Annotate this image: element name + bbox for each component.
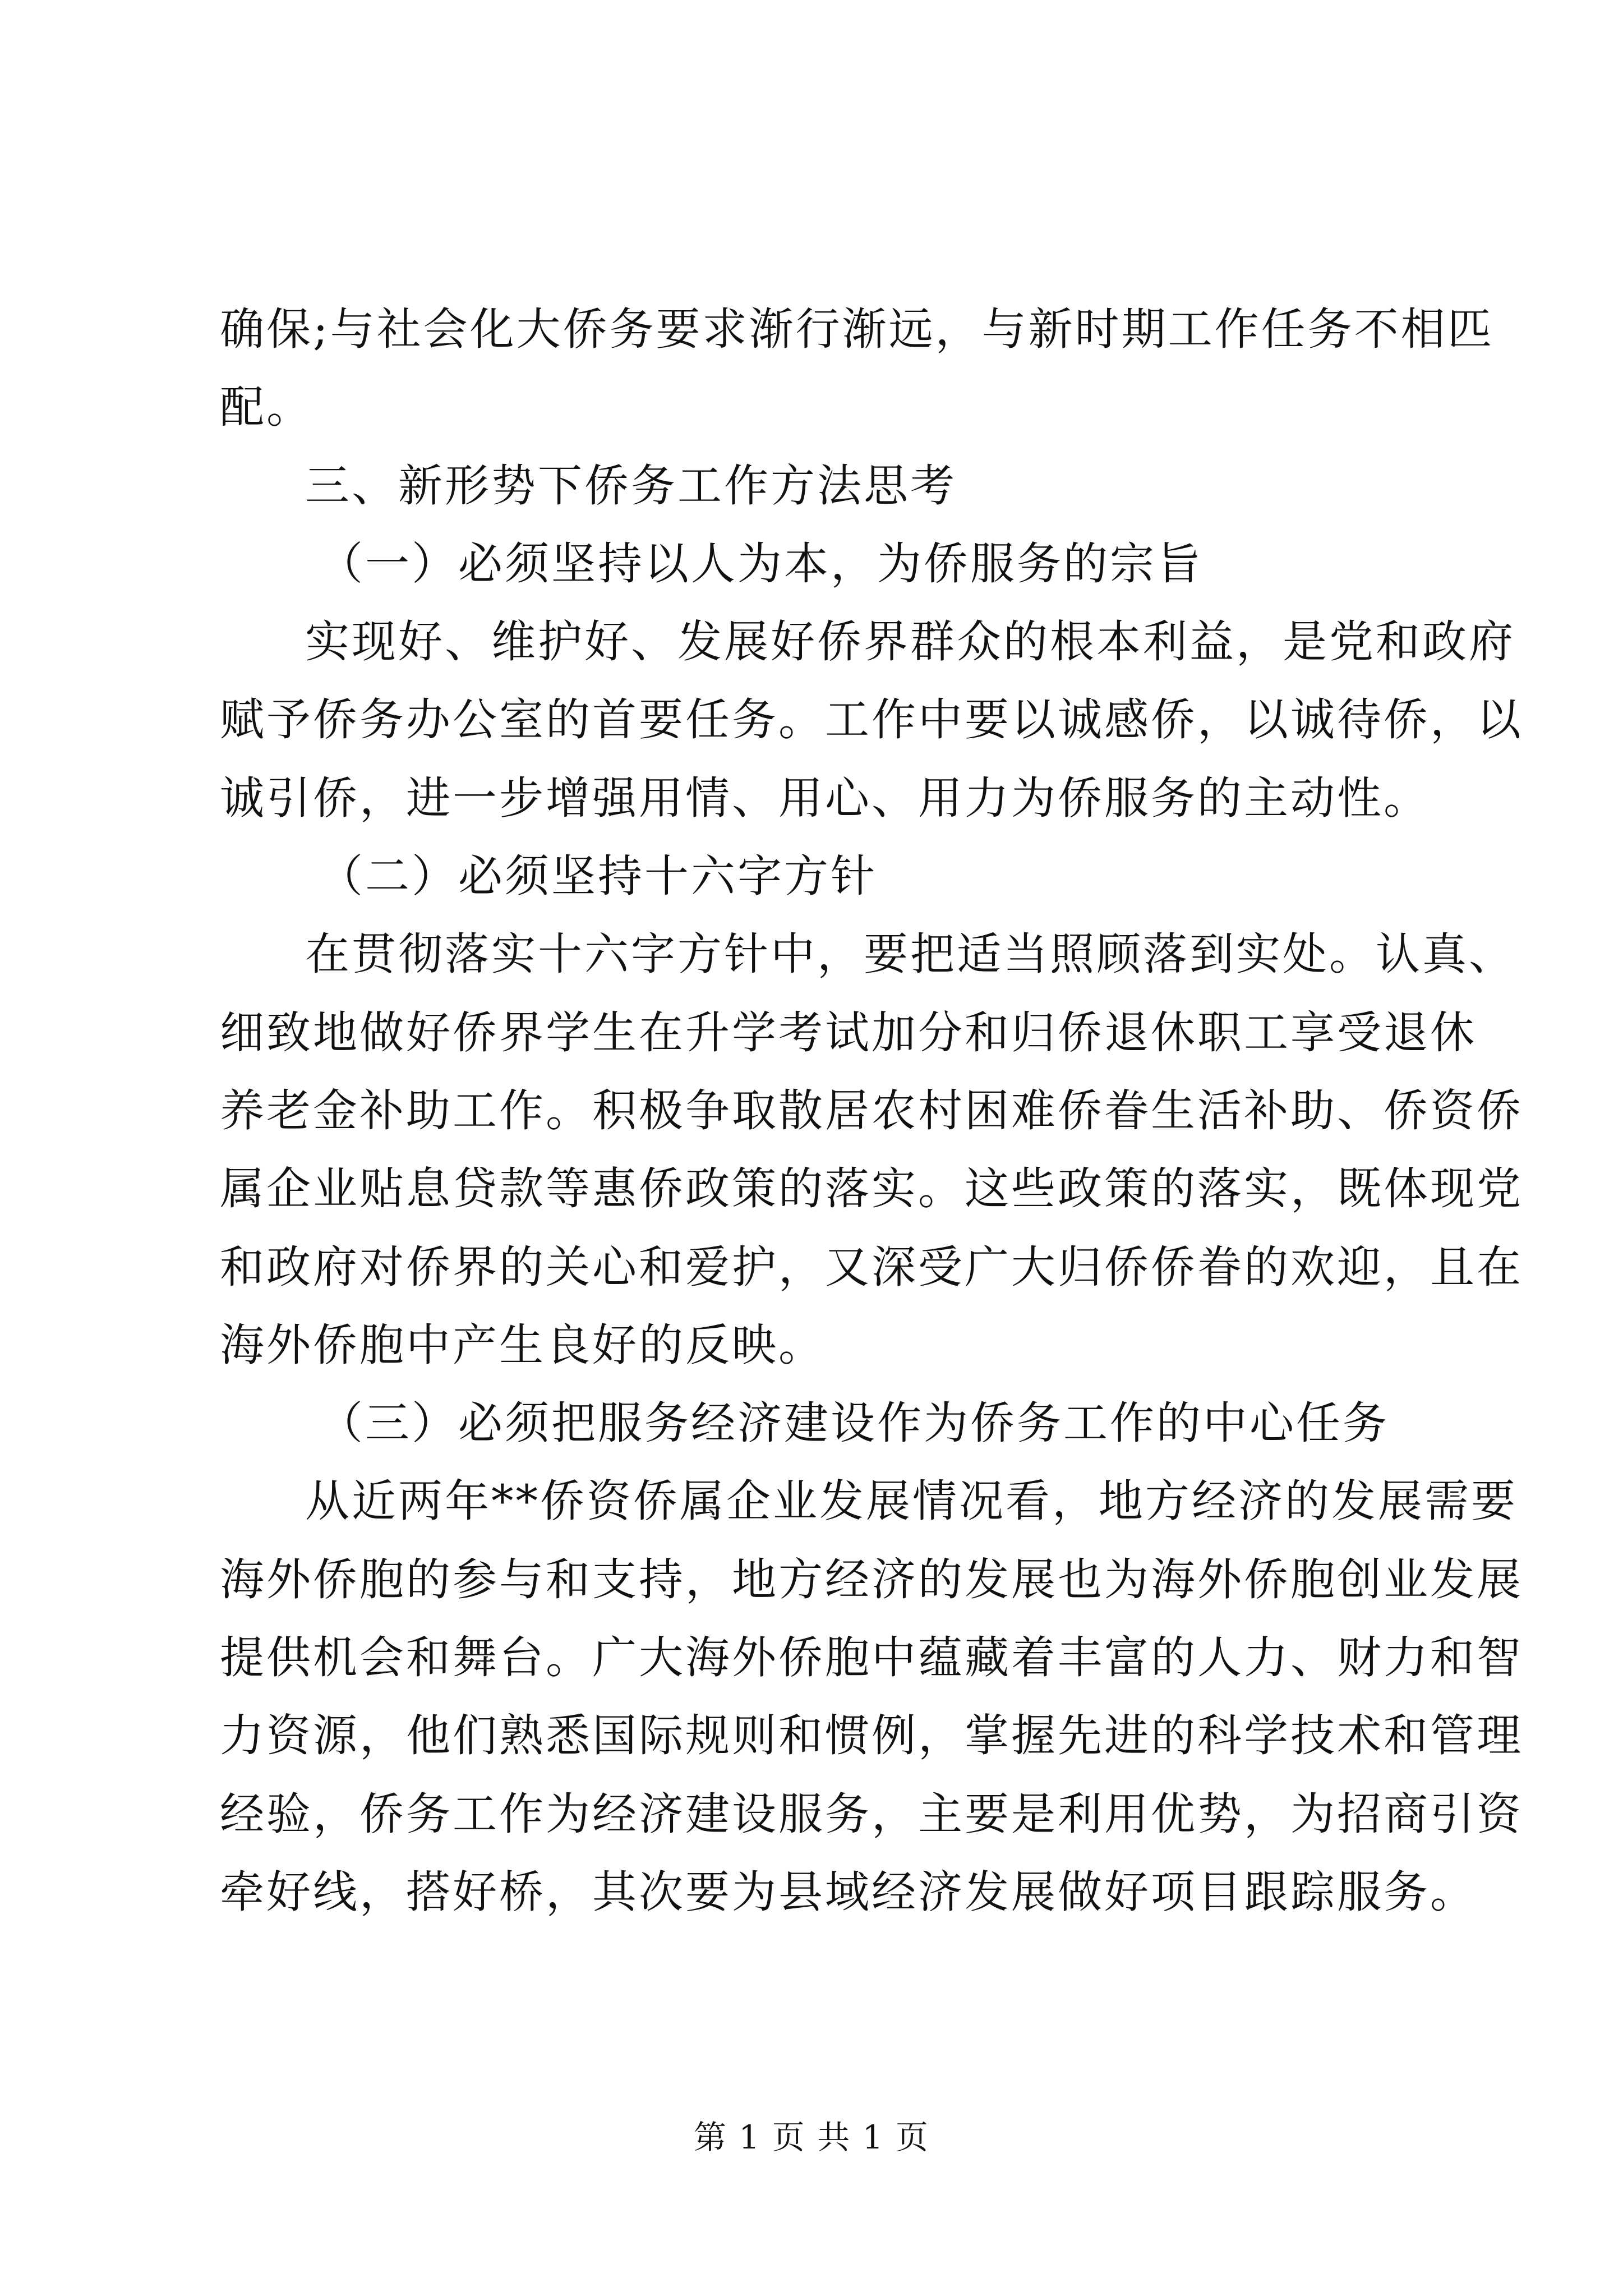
paragraph-line: 养老金补助工作。积极争取散居农村困难侨眷生活补助、侨资侨	[220, 1084, 1523, 1137]
paragraph-line: 赋予侨务办公室的首要任务。工作中要以诚感侨，以诚待侨，以	[220, 694, 1523, 746]
paragraph-line: 配。	[220, 381, 313, 434]
paragraph-line: 力资源，他们熟悉国际规则和惯例，掌握先进的科学技术和管理	[220, 1710, 1523, 1762]
paragraph-line: 海外侨胞中产生良好的反映。	[220, 1319, 825, 1371]
section-heading: 三、新形势下侨务工作方法思考	[305, 459, 957, 512]
page-number-label: 第 1 页 共 1 页	[694, 2118, 929, 2156]
subsection-heading: （三）必须把服务经济建设作为侨务工作的中心任务	[319, 1397, 1389, 1450]
paragraph-line: 从近两年**侨资侨属企业发展情况看，地方经济的发展需要	[305, 1475, 1518, 1527]
paragraph-line: 属企业贴息贷款等惠侨政策的落实。这些政策的落实，既体现党	[220, 1163, 1523, 1215]
document-body	[220, 291, 1523, 1931]
paragraph-line: 实现好、维护好、发展好侨界群众的根本利益，是党和政府	[305, 616, 1515, 668]
paragraph-line: 经验，侨务工作为经济建设服务，主要是利用优势，为招商引资	[220, 1788, 1523, 1840]
paragraph-line: 在贯彻落实十六字方针中，要把适当照顾落到实处。认真、	[305, 928, 1515, 981]
page-footer	[0, 2115, 1623, 2160]
subsection-heading: （二）必须坚持十六字方针	[319, 850, 877, 903]
paragraph-line: 诚引侨，进一步增强用情、用心、用力为侨服务的主动性。	[220, 772, 1430, 824]
paragraph-line: 确保;与社会化大侨务要求渐行渐远，与新时期工作任务不相匹	[220, 303, 1494, 355]
paragraph-line: 提供机会和舞台。广大海外侨胞中蕴藏着丰富的人力、财力和智	[220, 1632, 1523, 1684]
paragraph-line: 海外侨胞的参与和支持，地方经济的发展也为海外侨胞创业发展	[220, 1553, 1523, 1605]
paragraph-line: 牵好线，搭好桥，其次要为县域经济发展做好项目跟踪服务。	[220, 1866, 1477, 1918]
paragraph-line: 和政府对侨界的关心和爱护，又深受广大归侨侨眷的欢迎，且在	[220, 1241, 1523, 1293]
subsection-heading: （一）必须坚持以人为本，为侨服务的宗旨	[319, 537, 1203, 590]
paragraph-line: 细致地做好侨界学生在升学考试加分和归侨退休职工享受退休	[220, 1006, 1477, 1059]
